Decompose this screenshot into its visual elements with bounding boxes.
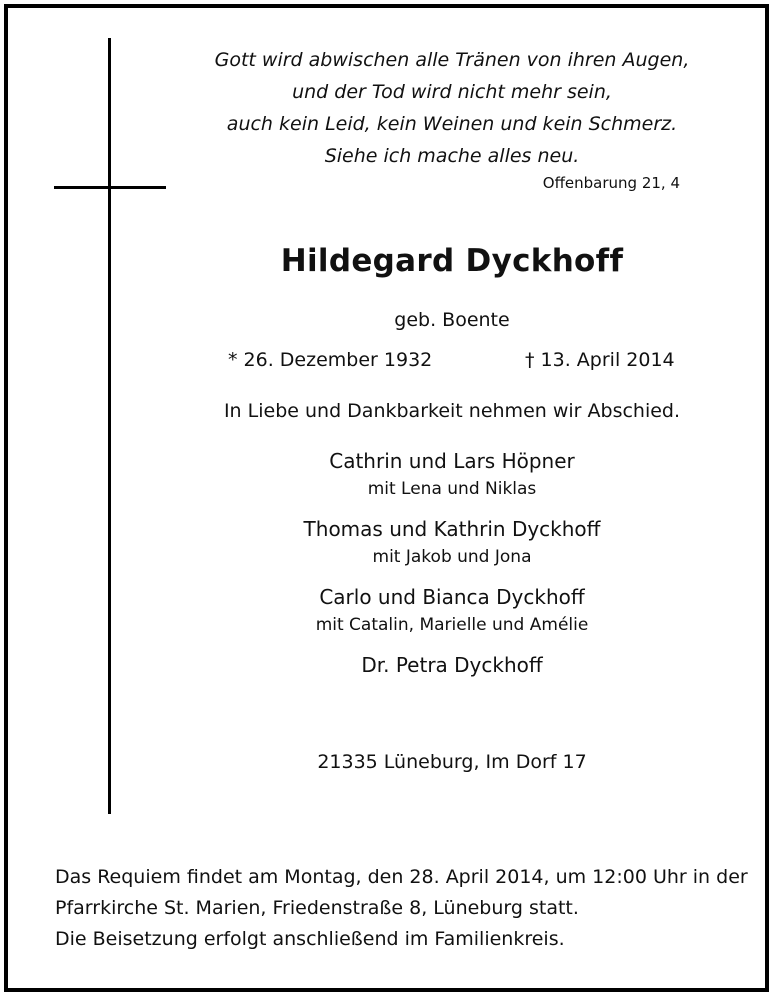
list-item bbox=[150, 650, 754, 680]
family-member-sub: mit Catalin, Marielle und Amélie bbox=[315, 615, 589, 635]
family-list bbox=[150, 446, 754, 692]
address: 21335 Lüneburg, Im Dorf 17 bbox=[317, 751, 587, 773]
birth-name: geb. Boente bbox=[394, 309, 510, 331]
deceased-name: Hildegard Dyckhoff bbox=[280, 243, 624, 279]
notice-line: Pfarrkirche St. Marien, Friedenstraße 8, Lüneburg statt. bbox=[55, 897, 579, 919]
verse-source: Offenbarung 21, 4 bbox=[542, 174, 680, 192]
farewell-text: In Liebe und Dankbarkeit nehmen wir Abschied. bbox=[223, 400, 681, 422]
list-item bbox=[150, 446, 754, 502]
verse-line: Gott wird abwischen alle Tränen von ihren Augen, bbox=[214, 49, 690, 71]
birth-date: * 26. Dezember 1932 bbox=[228, 349, 433, 371]
family-member-sub: mit Lena und Niklas bbox=[367, 479, 537, 499]
verse-line: Siehe ich mache alles neu. bbox=[324, 145, 580, 167]
family-member-main: Thomas und Kathrin Dyckhoff bbox=[303, 517, 601, 541]
cross-icon-crossbar bbox=[54, 186, 166, 189]
list-item bbox=[150, 582, 754, 638]
list-item bbox=[150, 514, 754, 570]
verse-line: auch kein Leid, kein Weinen und kein Schmerz. bbox=[226, 113, 678, 135]
death-date: † 13. April 2014 bbox=[525, 349, 675, 371]
service-notice bbox=[55, 862, 755, 955]
family-member-sub: mit Jakob und Jona bbox=[372, 547, 532, 567]
family-member-main: Carlo und Bianca Dyckhoff bbox=[319, 585, 585, 609]
notice-line: Die Beisetzung erfolgt anschließend im Familienkreis. bbox=[55, 928, 565, 950]
cross-icon bbox=[108, 38, 111, 814]
notice-line: Das Requiem findet am Montag, den 28. April 2014, um 12:00 Uhr in der bbox=[55, 866, 748, 888]
family-member-main: Cathrin und Lars Höpner bbox=[329, 449, 575, 473]
bible-verse bbox=[150, 44, 754, 172]
verse-line: und der Tod wird nicht mehr sein, bbox=[292, 81, 612, 103]
family-member-main: Dr. Petra Dyckhoff bbox=[361, 653, 543, 677]
